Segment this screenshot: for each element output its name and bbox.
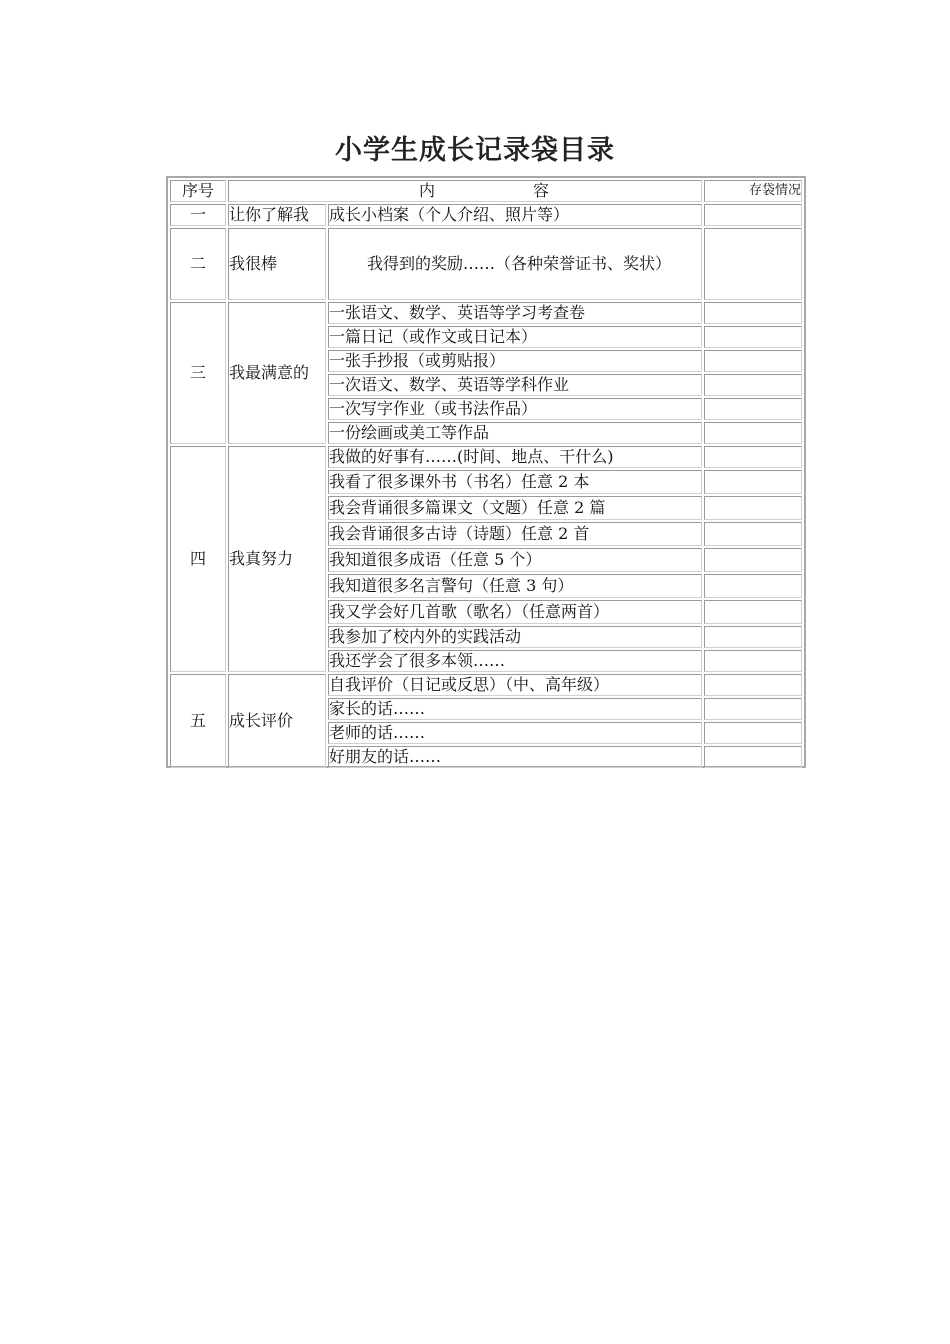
- header-content-left: 内: [419, 181, 436, 200]
- item-text: 我还学会了很多本领……: [328, 650, 702, 672]
- status-cell: [704, 722, 802, 744]
- item-text: 老师的话……: [328, 722, 702, 744]
- status-cell: [704, 746, 802, 768]
- item-text: 我参加了校内外的实践活动: [328, 626, 702, 648]
- section-title: 我真努力: [228, 446, 326, 672]
- status-cell: [704, 374, 802, 396]
- table-row: [170, 302, 802, 324]
- item-text: 我会背诵很多古诗（诗题）任意 2 首: [328, 522, 702, 546]
- status-cell: [704, 204, 802, 226]
- item-text: 成长小档案（个人介绍、照片等）: [328, 204, 702, 226]
- section-title: 我很棒: [228, 228, 326, 300]
- status-cell: [704, 228, 802, 300]
- header-number: 序号: [170, 180, 226, 202]
- item-text: 我得到的奖励……（各种荣誉证书、奖状）: [328, 228, 702, 300]
- item-text: 自我评价（日记或反思）（中、高年级）: [328, 674, 702, 696]
- section-title: 成长评价: [228, 674, 326, 768]
- status-cell: [704, 422, 802, 444]
- item-text: 一份绘画或美工等作品: [328, 422, 702, 444]
- status-cell: [704, 350, 802, 372]
- header-status: 存袋情况: [704, 180, 802, 202]
- item-text: 我会背诵很多篇课文（文题）任意 2 篇: [328, 496, 702, 520]
- status-cell: [704, 398, 802, 420]
- header-row: [170, 180, 802, 202]
- status-cell: [704, 698, 802, 720]
- item-text: 一次语文、数学、英语等学科作业: [328, 374, 702, 396]
- status-cell: [704, 574, 802, 598]
- item-text: 我又学会好几首歌（歌名）（任意两首）: [328, 600, 702, 624]
- status-cell: [704, 446, 802, 468]
- table-row: [170, 228, 802, 300]
- item-text: 一张语文、数学、英语等学习考查卷: [328, 302, 702, 324]
- section-number: 四: [170, 446, 226, 672]
- table-row: [170, 204, 802, 226]
- item-text: 我知道很多成语（任意 5 个）: [328, 548, 702, 572]
- item-text: 我做的好事有……(时间、地点、干什么): [328, 446, 702, 468]
- section-title: 让你了解我: [228, 204, 326, 226]
- item-text: 我知道很多名言警句（任意 3 句）: [328, 574, 702, 598]
- item-text: 家长的话……: [328, 698, 702, 720]
- header-content-right: 容: [532, 181, 549, 200]
- status-cell: [704, 326, 802, 348]
- section-number: 三: [170, 302, 226, 444]
- item-text: 一篇日记（或作文或日记本）: [328, 326, 702, 348]
- page-title: 小学生成长记录袋目录: [335, 135, 615, 166]
- section-number: 二: [170, 228, 226, 300]
- status-cell: [704, 470, 802, 494]
- status-cell: [704, 600, 802, 624]
- section-title: 我最满意的: [228, 302, 326, 444]
- status-cell: [704, 650, 802, 672]
- table-row: [170, 446, 802, 468]
- section-number: 一: [170, 204, 226, 226]
- status-cell: [704, 674, 802, 696]
- item-text: 一张手抄报（或剪贴报）: [328, 350, 702, 372]
- table-row: [170, 674, 802, 696]
- section-number: 五: [170, 674, 226, 768]
- status-cell: [704, 548, 802, 572]
- header-content: [228, 180, 702, 202]
- item-text: 我看了很多课外书（书名）任意 2 本: [328, 470, 702, 494]
- status-cell: [704, 302, 802, 324]
- item-text: 一次写字作业（或书法作品）: [328, 398, 702, 420]
- status-cell: [704, 522, 802, 546]
- item-text: 好朋友的话……: [328, 746, 702, 768]
- contents-table: [168, 178, 804, 770]
- status-cell: [704, 496, 802, 520]
- status-cell: [704, 626, 802, 648]
